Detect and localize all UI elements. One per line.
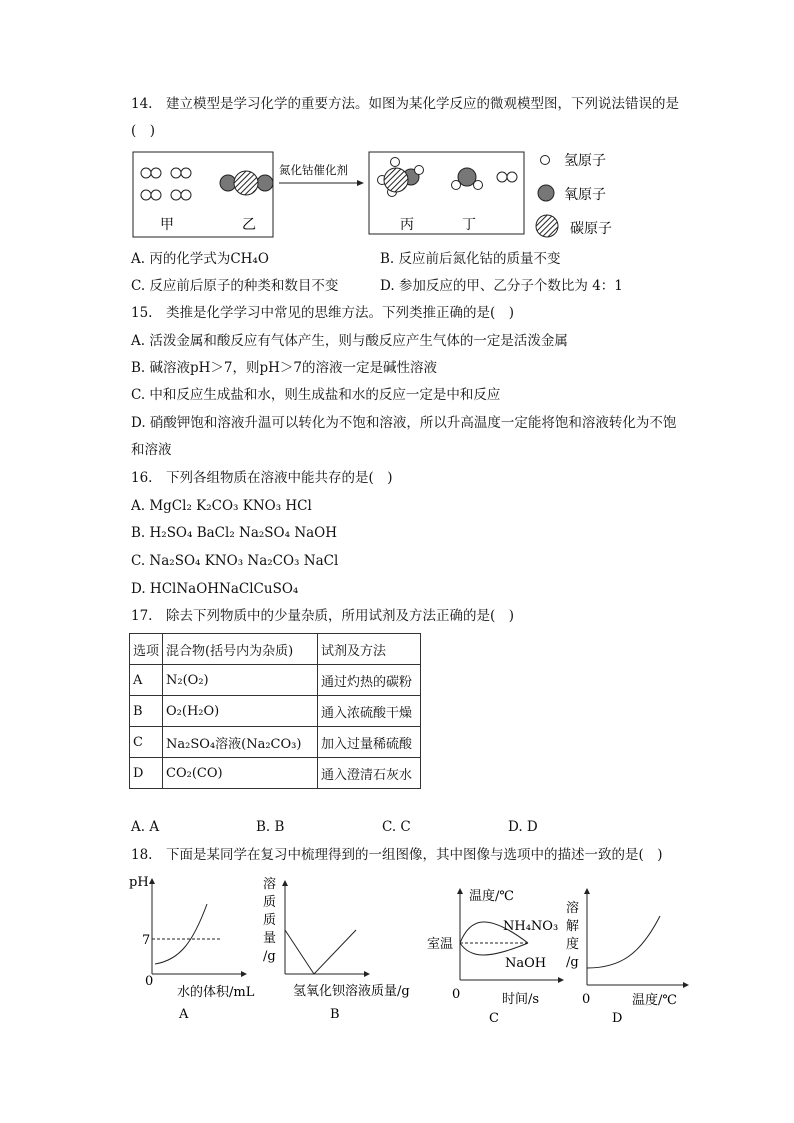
graph-a-origin: 0	[145, 974, 154, 989]
graph-a-letter: A	[179, 1007, 189, 1022]
q14-option-d: D. 参加反应的甲、乙分子个数比为 4：1	[380, 278, 623, 294]
h2-remaining	[497, 172, 517, 182]
q18-stem: 18. 下面是某同学在复习中梳理得到的一组图像，其中图像与选项中的描述一致的是( )	[131, 847, 663, 863]
graph-b-xlabel: 氢氧化钡溶液质量/g	[293, 984, 410, 999]
q17-answer-d: D. D	[508, 819, 538, 835]
q14-option-b: B. 反应前后氮化钴的质量不变	[380, 251, 561, 267]
q18-graph-c	[425, 870, 575, 1025]
q18-graph-d	[560, 870, 700, 1025]
h2o-molecule	[452, 168, 483, 190]
ch3oh-molecule	[378, 158, 424, 197]
table-row	[130, 727, 421, 758]
graph-d-ylabel-4: /g	[566, 955, 579, 970]
q14-option-c: C. 反应前后原子的种类和数目不变	[131, 278, 339, 294]
q14-option-a: A. 丙的化学式为CH₄O	[131, 251, 269, 267]
graph-c-naoh: NaOH	[505, 956, 547, 971]
graph-d-ylabel-1: 溶	[566, 901, 580, 916]
label-yi: 乙	[242, 217, 256, 233]
q15-option-d-line2: 和溶液	[131, 442, 172, 458]
graph-b-letter: B	[330, 1007, 340, 1022]
label-bing: 丙	[400, 217, 414, 233]
graph-d-ylabel-3: 度	[566, 937, 580, 952]
graph-d-origin: 0	[582, 992, 591, 1007]
table-cell: CO₂(CO)	[163, 758, 318, 789]
q15-option-b: B. 碱溶液pH＞7，则pH＞7的溶液一定是碱性溶液	[131, 360, 438, 376]
legend-h: 氢原子	[564, 153, 606, 169]
q16-option-d: D. HClNaOHNaClCuSO₄	[131, 581, 299, 597]
graph-d-ylabel-2: 解	[566, 919, 580, 934]
q15-option-a: A. 活泼金属和酸反应有气体产生，则与酸反应产生气体的一定是活泼金属	[131, 333, 568, 349]
graph-c-origin: 0	[452, 987, 461, 1002]
table-cell: 通入浓硫酸干燥	[318, 696, 421, 727]
table-header-row	[130, 634, 421, 665]
graph-b-ylabel-4: 量	[263, 931, 277, 946]
table-header-cell: 混合物(括号内为杂质)	[163, 634, 318, 665]
q15-stem: 15. 类推是化学学习中常见的思维方法。下列类推正确的是( )	[131, 305, 515, 321]
q16-stem: 16. 下列各组物质在溶液中能共存的是( )	[131, 470, 393, 486]
table-cell: Na₂SO₄溶液(Na₂CO₃)	[163, 727, 318, 758]
q17-table	[129, 633, 421, 789]
q15-option-c: C. 中和反应生成盐和水，则生成盐和水的反应一定是中和反应	[131, 387, 501, 403]
q14-paren: ( )	[131, 123, 156, 139]
graph-b-ylabel-1: 溶	[263, 877, 277, 892]
graph-c-xlabel: 时间/s	[502, 992, 540, 1007]
table-cell: 通过灼热的碳粉	[318, 665, 421, 696]
table-cell: N₂(O₂)	[163, 665, 318, 696]
q17-stem: 17. 除去下列物质中的少量杂质，所用试剂及方法正确的是( )	[131, 608, 515, 624]
q17-answer-c: C. C	[382, 819, 411, 835]
table-cell: 通入澄清石灰水	[318, 758, 421, 789]
q15-option-d-line1: D. 硝酸钾饱和溶液升温可以转化为不饱和溶液，所以升高温度一定能将饱和溶液转化为不饱	[131, 415, 677, 431]
q14-stem: 14. 建立模型是学习化学的重要方法。如图为某化学反应的微观模型图，下列说法错误的是	[131, 96, 679, 112]
q16-option-a: A. MgCl₂ K₂CO₃ KNO₃ HCl	[131, 498, 312, 514]
legend-c: 碳原子	[570, 221, 612, 237]
table-row	[130, 758, 421, 789]
graph-d-xlabel: 温度/℃	[632, 993, 677, 1008]
graph-c-nh4no3: NH₄NO₃	[503, 919, 559, 934]
table-cell: A	[130, 665, 163, 696]
table-header-cell: 选项	[130, 634, 163, 665]
table-cell: D	[130, 758, 163, 789]
table-cell: 加入过量稀硫酸	[318, 727, 421, 758]
graph-a-ylabel: pH	[129, 875, 149, 890]
h2-molecules	[141, 168, 191, 200]
graph-b-ylabel-5: /g	[263, 949, 276, 964]
table-row	[130, 665, 421, 696]
q18-graph-a	[125, 870, 270, 1025]
graph-a-xlabel: 水的体积/mL	[177, 985, 255, 1000]
table-cell: B	[130, 696, 163, 727]
label-ding: 丁	[462, 217, 476, 233]
label-jia: 甲	[160, 217, 174, 233]
q16-option-c: C. Na₂SO₄ KNO₃ Na₂CO₃ NaCl	[131, 553, 339, 569]
graph-c-letter: C	[489, 1011, 499, 1025]
graph-c-room-temp: 室温	[427, 937, 454, 952]
q16-option-b: B. H₂SO₄ BaCl₂ Na₂SO₄ NaOH	[131, 525, 338, 541]
graph-b-ylabel-2: 质	[263, 895, 277, 910]
table-cell: O₂(H₂O)	[163, 696, 318, 727]
graph-d-letter: D	[612, 1011, 623, 1025]
q17-answer-b: B. B	[256, 819, 285, 835]
table-header-cell: 试剂及方法	[318, 634, 421, 665]
graph-c-ylabel: 温度/℃	[469, 889, 514, 904]
legend-o: 氧原子	[564, 187, 606, 203]
graph-b-ylabel-3: 质	[263, 913, 277, 928]
q18-graph-b	[258, 870, 428, 1025]
q17-answer-a: A. A	[131, 819, 160, 835]
co2-molecule	[220, 171, 273, 195]
arrow-label: 氮化钴催化剂	[279, 163, 348, 177]
table-row	[130, 696, 421, 727]
table-cell: C	[130, 727, 163, 758]
graph-a-tick-7: 7	[142, 933, 151, 948]
q14-reaction-diagram	[128, 147, 628, 242]
